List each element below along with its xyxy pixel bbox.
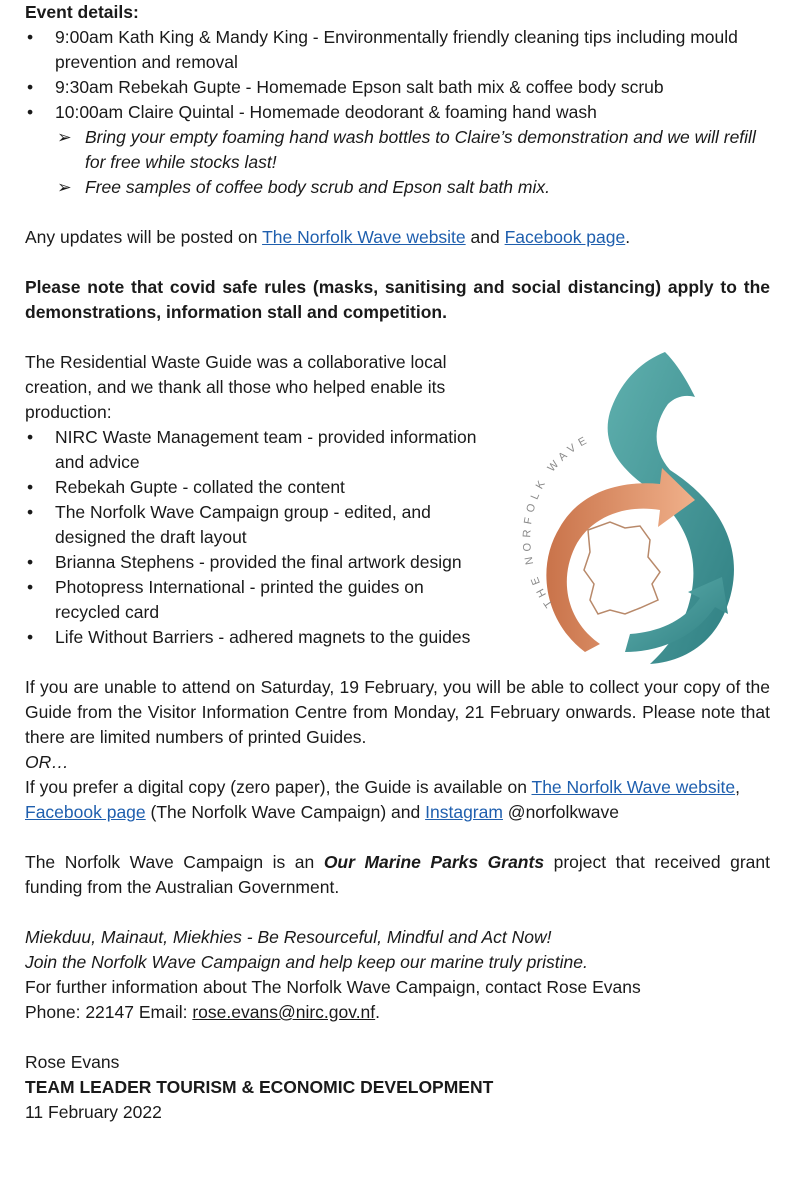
credits-list [25, 425, 480, 650]
bullet-icon: • [27, 502, 34, 522]
norfolk-wave-website-link[interactable]: The Norfolk Wave website [531, 777, 736, 797]
logo-ring-text: THE NORFOLK WAVE [521, 432, 593, 610]
event-heading: Event details: [25, 2, 139, 22]
funding-paragraph: The Norfolk Wave Campaign is an Our Marine Parks Grants project that received grant funding from the Australian Government. [25, 852, 770, 897]
norfolk-wave-logo [490, 352, 780, 682]
updates-paragraph: Any updates will be posted on The Norfolk Wave website and Facebook page. [25, 227, 631, 247]
facebook-page-link[interactable]: Facebook page [25, 802, 146, 822]
bullet-icon: • [27, 102, 34, 122]
email-link[interactable]: rose.evans@nirc.gov.nf [192, 1002, 376, 1022]
island-outline-shape [584, 522, 660, 614]
document-page [25, 0, 770, 1125]
covid-note: Please note that covid safe rules (masks, sanitising and social distancing) apply to the demonstrations, information stall and competition. [25, 277, 770, 322]
bullet-icon: • [27, 427, 34, 447]
event-sublist [25, 125, 770, 200]
list-item: • The Norfolk Wave Campaign group - edited, and designed the draft layout [27, 502, 431, 547]
list-item: • 9:00am Kath King & Mandy King - Environmentally friendly cleaning tips including mould prevention and removal [27, 27, 738, 72]
digital-copy-paragraph: If you prefer a digital copy (zero paper), the Guide is available on The Norfolk Wave website, Facebook page (The Norfolk Wave Campaign) and Instagram @norfolkwave [25, 777, 740, 822]
list-item: • Brianna Stephens - provided the final artwork design [25, 550, 480, 575]
guide-intro: The Residential Waste Guide was a collaborative local creation, and we thank all those who helped enable its production: [25, 352, 447, 422]
list-item: • NIRC Waste Management team - provided information and advice [27, 427, 477, 472]
bullet-icon: • [27, 477, 34, 497]
bullet-icon: • [27, 77, 34, 97]
bullet-icon: • [27, 627, 34, 647]
arrow-bullet-icon: ➢ [57, 177, 72, 197]
motto-line: Miekduu, Mainaut, Miekhies - Be Resourceful, Mindful and Act Now! [25, 927, 552, 947]
instagram-link[interactable]: Instagram [425, 802, 503, 822]
list-item: • Life Without Barriers - adhered magnets to the guides [25, 625, 480, 650]
contact-line: Phone: 22147 Email: rose.evans@nirc.gov.nf. [25, 1002, 381, 1022]
list-item: ➢ Bring your empty foaming hand wash bottles to Claire’s demonstration and we will refill for free while stocks last! [57, 127, 756, 172]
collect-paragraph: If you are unable to attend on Saturday, 19 February, you will be able to collect your copy of the Guide from the Visitor Information Centre from Monday, 21 February onwards. Please note that there are limited numbers of printed Guides. [25, 677, 770, 747]
norfolk-wave-website-link[interactable]: The Norfolk Wave website [262, 227, 466, 247]
list-item: • 10:00am Claire Quintal - Homemade deodorant & foaming hand wash [25, 100, 770, 125]
event-list [25, 25, 770, 125]
bullet-icon: • [27, 552, 34, 572]
bullet-icon: • [27, 577, 34, 597]
signature-date: 11 February 2022 [25, 1102, 162, 1122]
grant-program-name: Our Marine Parks Grants [323, 852, 545, 872]
list-item: • 9:30am Rebekah Gupte - Homemade Epson salt bath mix & coffee body scrub [25, 75, 770, 100]
signature-name: Rose Evans [25, 1052, 120, 1072]
guide-section [25, 350, 770, 650]
facebook-page-link[interactable]: Facebook page [504, 227, 626, 247]
info-line: For further information about The Norfolk Wave Campaign, contact Rose Evans [25, 977, 641, 997]
bullet-icon: • [27, 27, 34, 47]
arrow-bullet-icon: ➢ [57, 127, 72, 147]
or-text: OR… [25, 752, 69, 772]
signature-title: TEAM LEADER TOURISM & ECONOMIC DEVELOPMENT [25, 1077, 494, 1097]
list-item: • Rebekah Gupte - collated the content [25, 475, 480, 500]
list-item: • Photopress International - printed the guides on recycled card [27, 577, 424, 622]
list-item: ➢ Free samples of coffee body scrub and Epson salt bath mix. [25, 175, 770, 200]
join-line: Join the Norfolk Wave Campaign and help keep our marine truly pristine. [25, 952, 588, 972]
